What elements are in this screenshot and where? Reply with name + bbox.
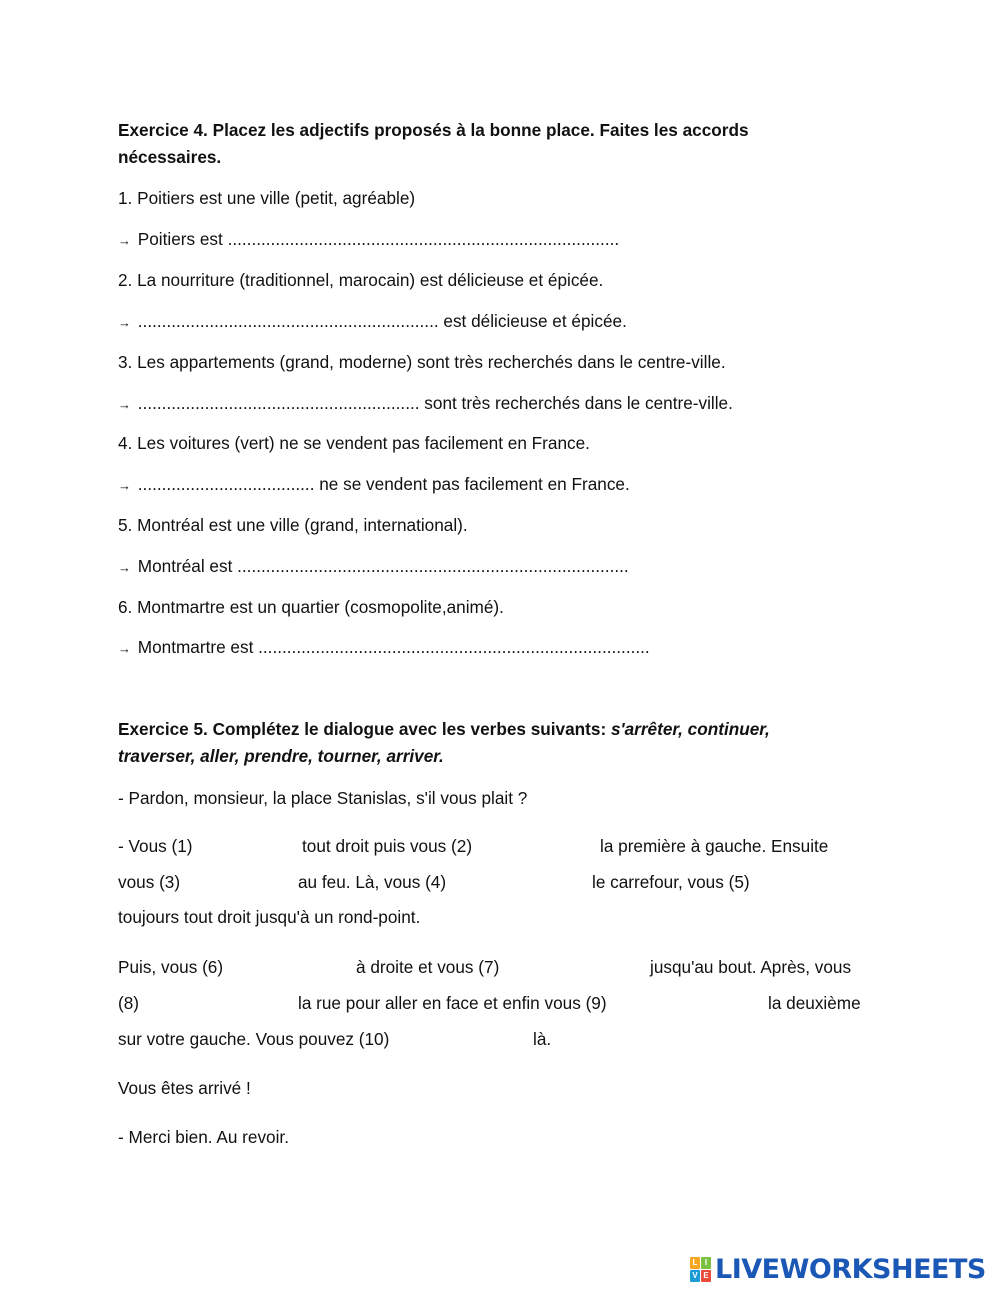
ex4-item-1: 1. Poitiers est une ville (petit, agréable) (118, 188, 416, 208)
arrow-icon: → (118, 641, 131, 656)
ex4-answer-4[interactable]: → ..................................... ne se vendent pas facilement en France. (118, 474, 630, 494)
arrow-icon: → (118, 233, 131, 248)
dialogue-line5-b: la rue pour aller en face et enfin vous (9) (298, 993, 607, 1013)
dialogue-line5-c: la deuxième (768, 993, 861, 1013)
ex4-answer-1[interactable]: → Poitiers est .................................................................................. (118, 229, 620, 249)
dialogue-line1-a: - Vous (1) (118, 836, 193, 856)
ex4-item-2: 2. La nourriture (traditionnel, marocain) est délicieuse et épicée. (118, 270, 604, 290)
dialogue-line2-c: le carrefour, vous (5) (592, 872, 750, 892)
dialogue-line6-a: sur votre gauche. Vous pouvez (10) (118, 1029, 390, 1049)
ex4-title-line1: Exercice 4. Placez les adjectifs proposés à la bonne place. Faites les accords (118, 120, 749, 140)
dialogue-line4-b: à droite et vous (7) (356, 957, 500, 977)
ex4-item-3: 3. Les appartements (grand, moderne) sont très recherchés dans le centre-ville. (118, 352, 726, 372)
dialogue-line8: - Merci bien. Au revoir. (118, 1127, 289, 1147)
ex4-answer-3[interactable]: → ........................................................... sont très recherchés dans le centre-ville. (118, 393, 733, 413)
dialogue-line7: Vous êtes arrivé ! (118, 1078, 251, 1098)
dialogue-line4-a: Puis, vous (6) (118, 957, 224, 977)
dialogue-line2-a: vous (3) (118, 872, 181, 892)
dialogue-line5-a: (8) (118, 993, 140, 1013)
logo-text: LIVEWORKSHEETS (715, 1253, 986, 1285)
ex4-answer-5[interactable]: → Montréal est .................................................................................. (118, 556, 629, 576)
dialogue-line2-b: au feu. Là, vous (4) (298, 872, 447, 892)
ex4-item-5: 5. Montréal est une ville (grand, international). (118, 515, 468, 535)
ex4-answer-6[interactable]: → Montmartre est .................................................................................. (118, 637, 650, 657)
ex5-title-line1: Exercice 5. Complétez le dialogue avec les verbes suivants: s'arrêter, continuer, (118, 719, 770, 739)
ex4-title-line2: nécessaires. (118, 147, 222, 167)
liveworksheets-logo[interactable] (690, 1253, 986, 1285)
logo-mark-icon: L I V E (690, 1257, 711, 1282)
dialogue-line1-c: la première à gauche. Ensuite (600, 836, 829, 856)
ex5-title-line2: traverser, aller, prendre, tourner, arriver. (118, 746, 444, 766)
dialogue-line1-b: tout droit puis vous (2) (302, 836, 473, 856)
ex4-answer-2[interactable]: → ............................................................... est délicieuse et épicée. (118, 311, 627, 331)
dialogue-line4-c: jusqu'au bout. Après, vous (650, 957, 852, 977)
arrow-icon: → (118, 397, 131, 412)
arrow-icon: → (118, 315, 131, 330)
arrow-icon: → (118, 478, 131, 493)
ex4-item-4: 4. Les voitures (vert) ne se vendent pas facilement en France. (118, 433, 590, 453)
dialogue-line3: toujours tout droit jusqu'à un rond-point. (118, 907, 421, 927)
dialogue-line6-b: là. (533, 1029, 552, 1049)
dialogue-question: - Pardon, monsieur, la place Stanislas, s'il vous plait ? (118, 788, 528, 808)
arrow-icon: → (118, 560, 131, 575)
ex4-item-6: 6. Montmartre est un quartier (cosmopolite,animé). (118, 597, 504, 617)
